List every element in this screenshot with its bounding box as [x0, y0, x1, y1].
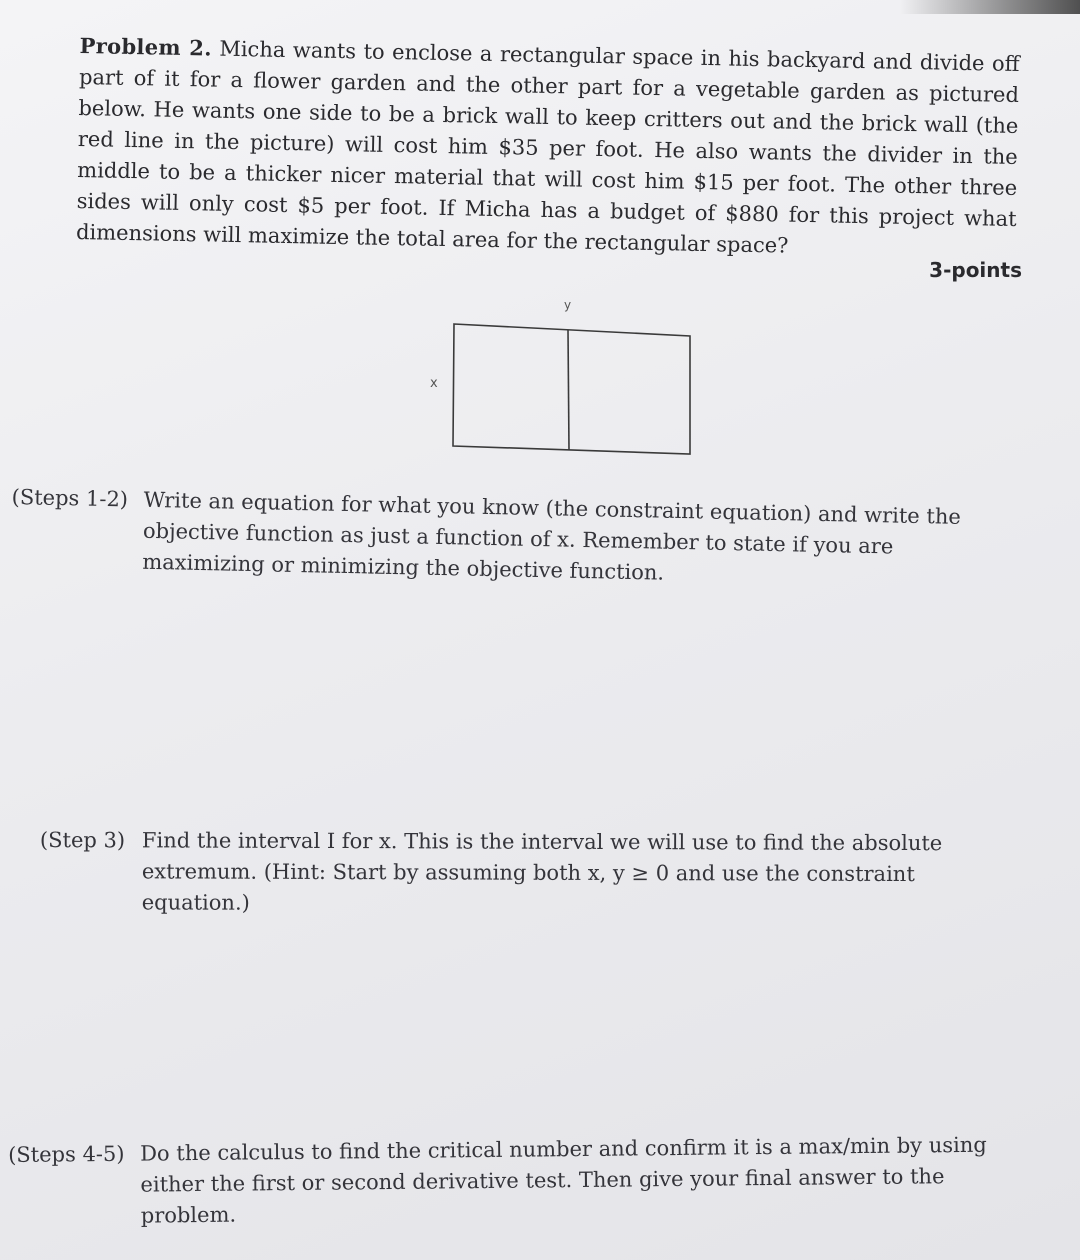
- problem-heading: Problem 2.: [79, 32, 213, 61]
- step-3-text: Find the interval I for x. This is the interval we will use to find the absolute extremum. (Hint: Start by assuming both x, y ≥ 0 and use the constraint equation.): [141, 828, 943, 915]
- step-1-2: [10, 482, 1022, 596]
- points-label: 3-points: [929, 258, 1022, 282]
- garden-divider: [568, 330, 569, 450]
- garden-outline: [453, 324, 690, 454]
- step-3: [40, 825, 1030, 921]
- problem-text: Micha wants to enclose a rectangular space in his backyard and divide off part of it for a flower garden and the other part for a vegetable garden as pictured below. He wants one side to be a brick wall to keep critters out and the brick wall (the red line in the picture) will cost him $35 per foot. He also wants the divider in the middle to be a thicker nicer material that will cost him $15 per foot. The other three sides will only cost $5 per foot. If Micha has a budget of $880 for this project what dimensions will maximize the total area for the rectangular space?: [75, 36, 1020, 258]
- step-1-2-tag: (Steps 1-2): [11, 484, 129, 512]
- photo-edge-shadow: [900, 0, 1080, 14]
- garden-rectangle: [420, 296, 710, 466]
- step-3-tag: (Step 3): [39, 828, 126, 853]
- step-4-5-text: Do the calculus to find the critical number and confirm it is a max/min by using either the first or second derivative test. Then give your final answer to the problem.: [140, 1132, 987, 1228]
- garden-diagram: [420, 296, 710, 466]
- step-1-2-text: Write an equation for what you know (the constraint equation) and write the objective function as just a function of x. Remember to state if you are maximizing or minimizing the objective function.: [142, 487, 962, 585]
- diagram-label-y: y: [564, 298, 572, 312]
- problem-statement: [76, 30, 1020, 266]
- step-4-5-tag: (Steps 4-5): [8, 1141, 125, 1167]
- step-4-5: [8, 1129, 1049, 1233]
- diagram-label-x: x: [430, 376, 438, 391]
